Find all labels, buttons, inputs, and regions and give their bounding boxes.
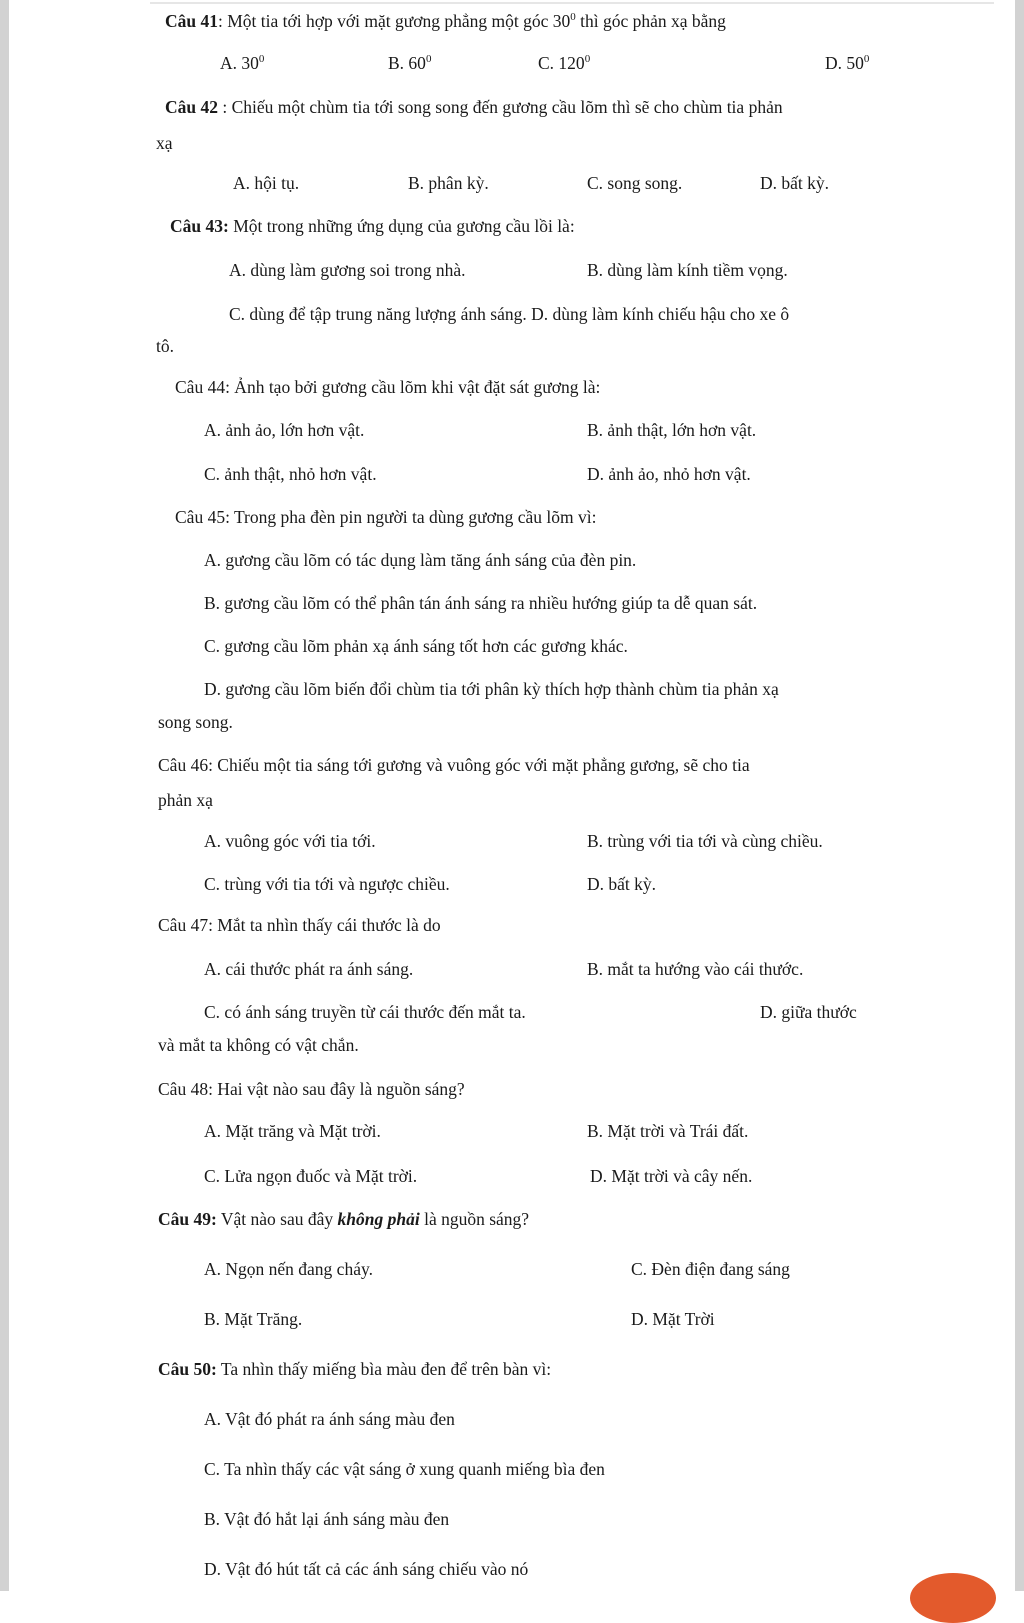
question-45-option-a: A. gương cầu lõm có tác dụng làm tăng ánh sáng của đèn pin. (204, 550, 637, 570)
question-46-option-c: C. trùng với tia tới và ngược chiều. (204, 874, 450, 894)
question-43-option-d-continued: tô. (156, 336, 174, 356)
question-44-option-a: A. ảnh ảo, lớn hơn vật. (204, 420, 365, 440)
question-41-stem: Câu 41: Một tia tới hợp với mặt gương phẳng một góc $30^0$ thì góc phản xạ bằng (165, 11, 726, 31)
question-50-stem: Câu 50: Ta nhìn thấy miếng bìa màu đen để trên bàn vì: (158, 1359, 552, 1379)
question-47-stem: Câu 47: Mắt ta nhìn thấy cái thước là do (158, 915, 441, 935)
question-50-option-a: A. Vật đó phát ra ánh sáng màu đen (204, 1409, 455, 1429)
question-48-option-b: B. Mặt trời và Trái đất. (587, 1121, 749, 1141)
question-49-option-a: A. Ngọn nến đang cháy. (204, 1259, 373, 1279)
question-41-option-b: B. $60^0$ (388, 53, 432, 73)
question-47-option-c: C. có ánh sáng truyền từ cái thước đến mắt ta. (204, 1002, 526, 1022)
question-43-option-c-d: C. dùng để tập trung năng lượng ánh sáng. D. dùng làm kính chiếu hậu cho xe ô (229, 304, 790, 324)
page-left-edge (0, 0, 9, 1591)
question-48-option-a: A. Mặt trăng và Mặt trời. (204, 1121, 381, 1141)
question-43-stem: Câu 43: Một trong những ứng dụng của gương cầu lồi là: (170, 216, 575, 236)
question-42-option-d: D. bất kỳ. (760, 173, 830, 193)
page-right-edge (1015, 0, 1024, 1591)
top-border (150, 2, 994, 4)
question-48-stem: Câu 48: Hai vật nào sau đây là nguồn sáng? (158, 1079, 465, 1099)
question-44-option-b: B. ảnh thật, lớn hơn vật. (587, 420, 757, 440)
question-45-stem: Câu 45: Trong pha đèn pin người ta dùng gương cầu lõm vì: (175, 507, 597, 527)
question-46-stem-continued: phản xạ (158, 790, 213, 810)
question-44-stem: Câu 44: Ảnh tạo bởi gương cầu lõm khi vật đặt sát gương là: (175, 377, 601, 397)
question-41-option-d: D. $50^0$ (825, 53, 870, 73)
question-43-option-b: B. dùng làm kính tiềm vọng. (587, 260, 788, 280)
question-48-option-c: C. Lửa ngọn đuốc và Mặt trời. (204, 1166, 418, 1186)
question-42-option-c: C. song song. (587, 173, 683, 193)
question-50-option-c: C. Ta nhìn thấy các vật sáng ở xung quanh miếng bìa đen (204, 1459, 605, 1479)
question-49-option-b: B. Mặt Trăng. (204, 1309, 303, 1329)
question-45-option-c: C. gương cầu lõm phản xạ ánh sáng tốt hơn các gương khác. (204, 636, 628, 656)
question-47-option-b: B. mắt ta hướng vào cái thước. (587, 959, 804, 979)
question-49-option-c: C. Đèn điện đang sáng (631, 1259, 790, 1279)
question-50-option-b: B. Vật đó hắt lại ánh sáng màu đen (204, 1509, 450, 1529)
question-49-stem: Câu 49: Vật nào sau đây không phải là nguồn sáng? (158, 1209, 530, 1229)
question-50-option-d: D. Vật đó hút tất cả các ánh sáng chiếu vào nó (204, 1559, 529, 1579)
question-43-option-a: A. dùng làm gương soi trong nhà. (229, 260, 466, 280)
question-47-option-d: D. giữa thước (760, 1002, 857, 1022)
question-42-stem-continued: xạ (156, 133, 173, 153)
question-45-option-d: D. gương cầu lõm biến đổi chùm tia tới phân kỳ thích hợp thành chùm tia phản xạ (204, 679, 779, 699)
question-49-option-d: D. Mặt Trời (631, 1309, 715, 1329)
question-41-option-c: C. $120^0$ (538, 53, 591, 73)
question-44-option-c: C. ảnh thật, nhỏ hơn vật. (204, 464, 377, 484)
question-47-option-d-continued: và mắt ta không có vật chắn. (158, 1035, 359, 1055)
question-42-option-a: A. hội tụ. (233, 173, 300, 193)
question-48-option-d: D. Mặt trời và cây nến. (590, 1166, 753, 1186)
question-42-stem: Câu 42 : Chiếu một chùm tia tới song song đến gương cầu lõm thì sẽ cho chùm tia phản (165, 97, 783, 117)
question-46-option-b: B. trùng với tia tới và cùng chiều. (587, 831, 823, 851)
question-46-option-d: D. bất kỳ. (587, 874, 657, 894)
question-45-option-b: B. gương cầu lõm có thể phân tán ánh sáng ra nhiều hướng giúp ta dễ quan sát. (204, 593, 758, 613)
question-44-option-d: D. ảnh ảo, nhỏ hơn vật. (587, 464, 751, 484)
question-46-stem: Câu 46: Chiếu một tia sáng tới gương và vuông góc với mặt phẳng gương, sẽ cho tia (158, 755, 750, 775)
question-42-option-b: B. phân kỳ. (408, 173, 489, 193)
question-46-option-a: A. vuông góc với tia tới. (204, 831, 376, 851)
question-41-option-a: A. $30^0$ (220, 53, 265, 73)
question-47-option-a: A. cái thước phát ra ánh sáng. (204, 959, 414, 979)
question-45-option-d-continued: song song. (158, 712, 233, 732)
floating-action-button[interactable] (910, 1573, 996, 1623)
